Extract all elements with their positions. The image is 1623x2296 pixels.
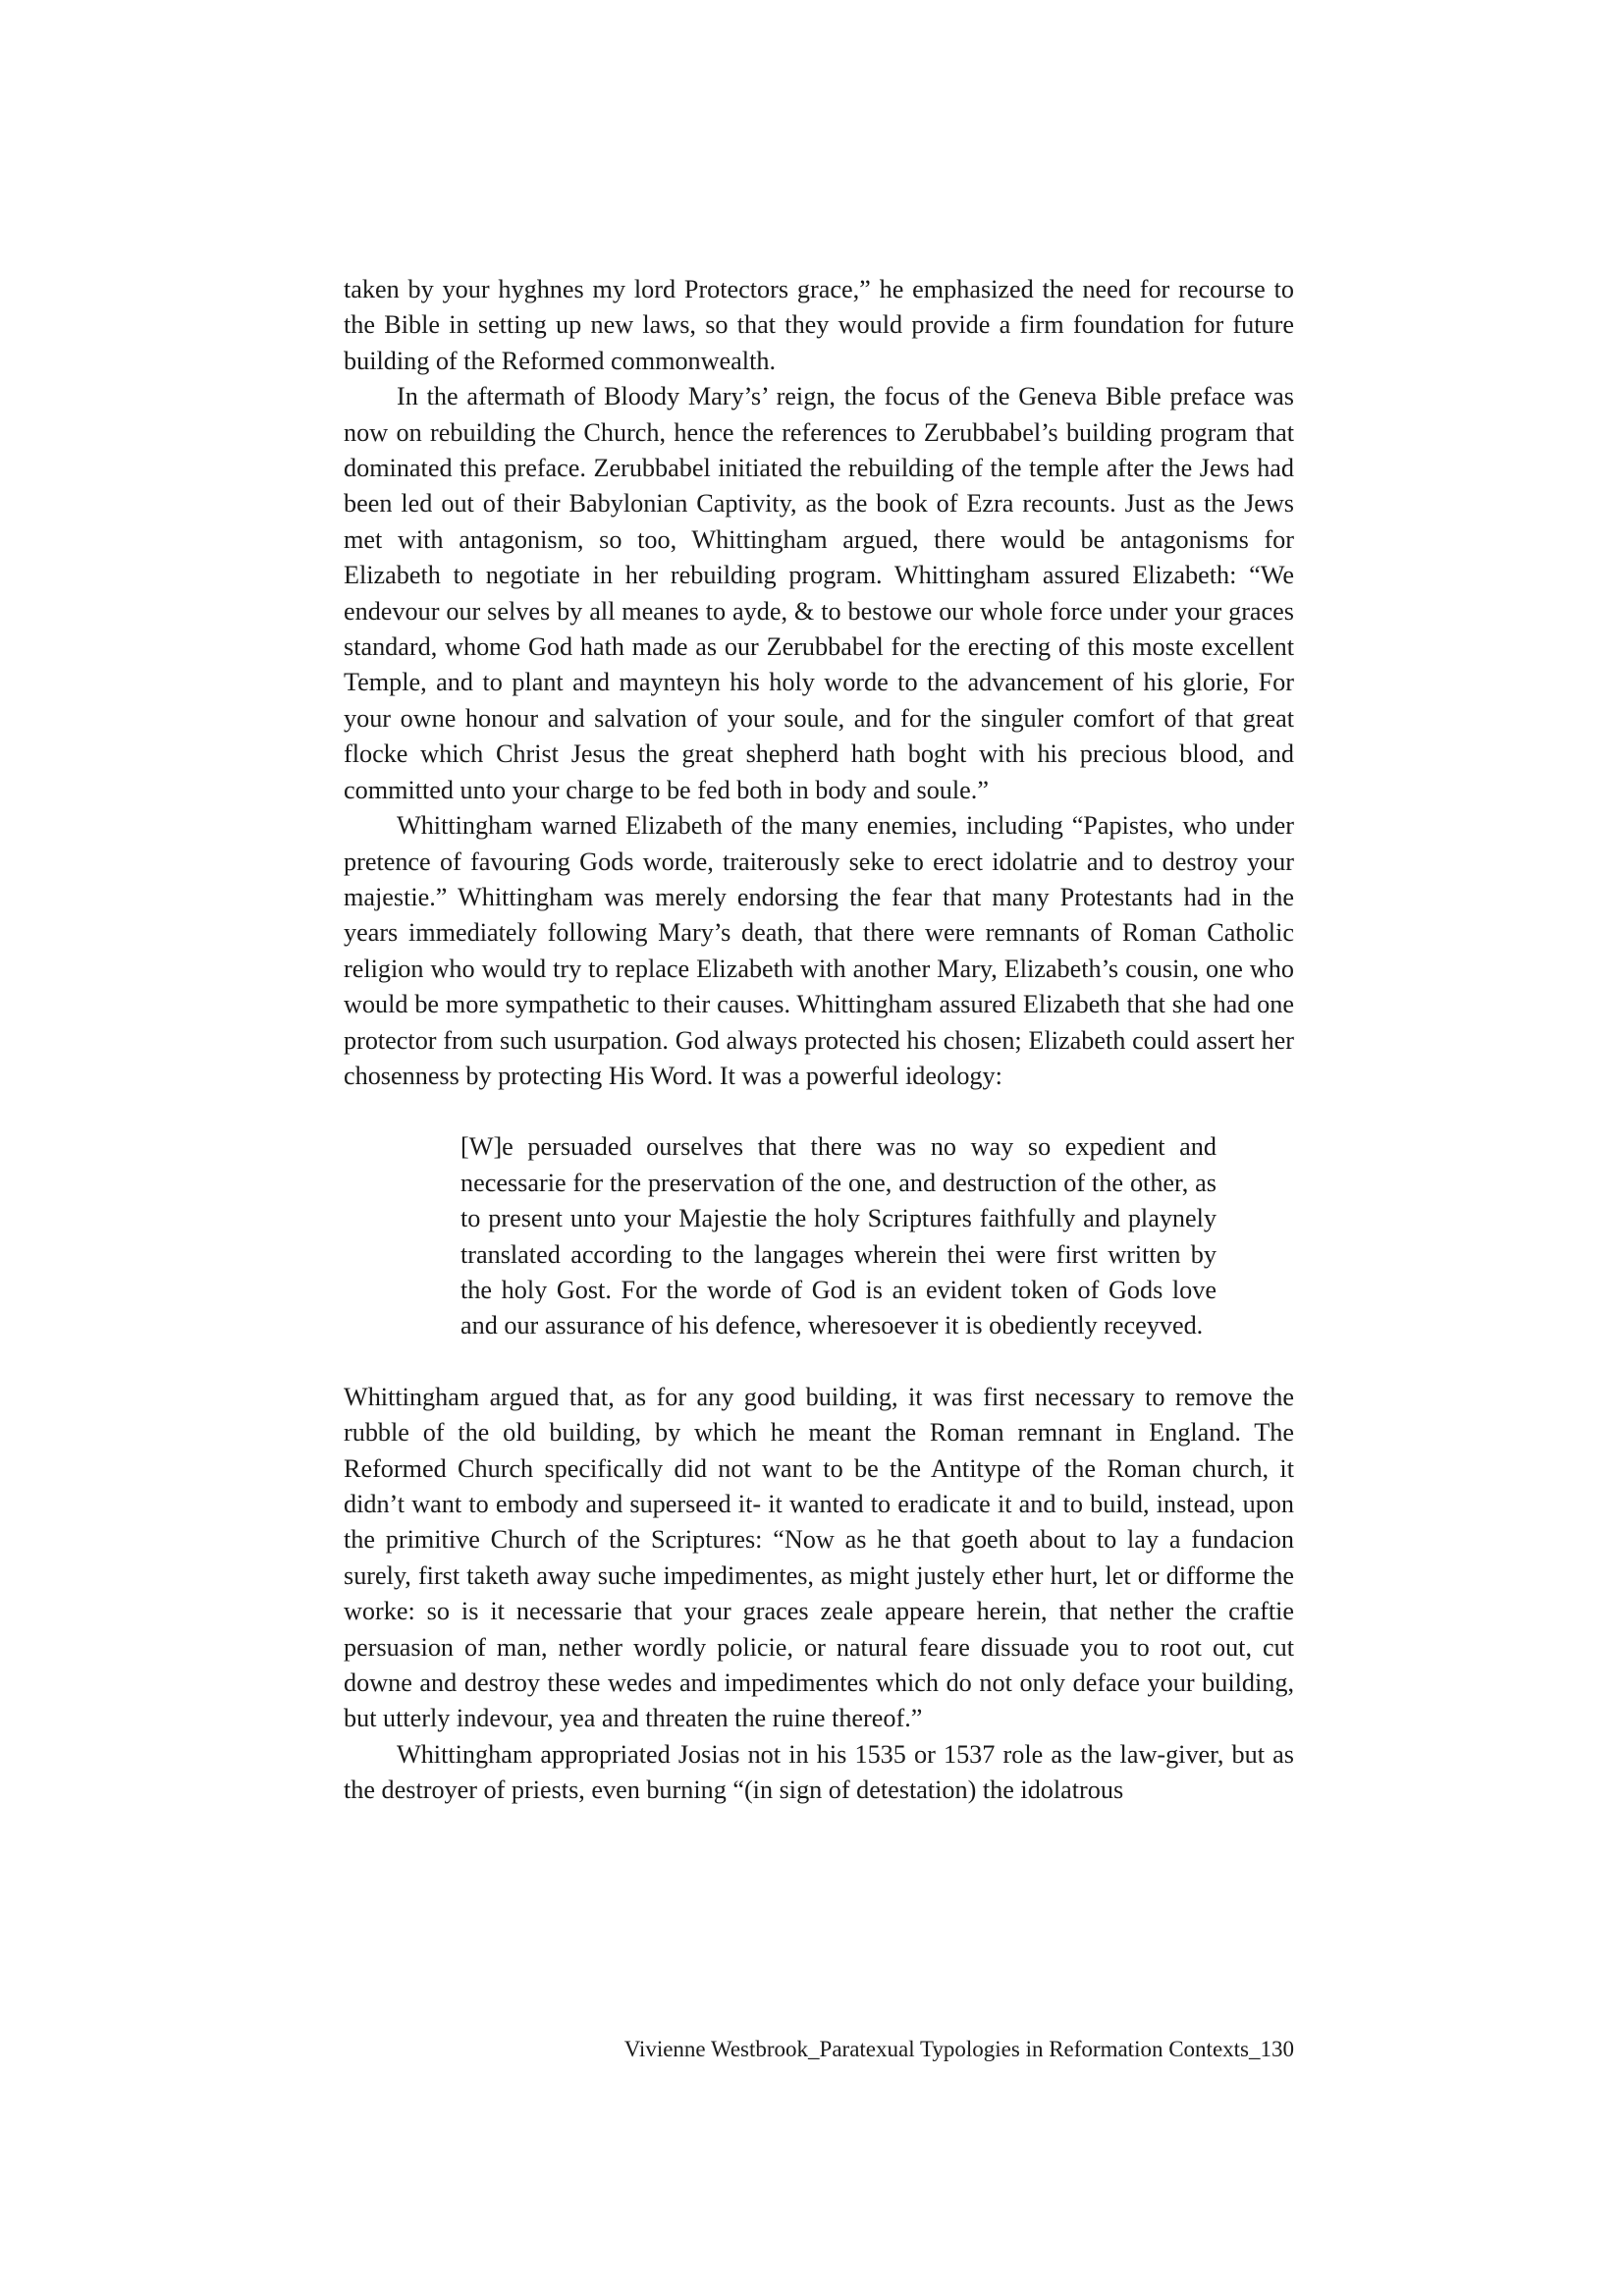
page-footer: Vivienne Westbrook_Paratexual Typologies in Reformation Contexts_130 [623, 2037, 1294, 2061]
paragraph-rubble: Whittingham argued that, as for any good building, it was first necessary to remove the rubble of the old building, by which he meant the Roman remnant in England. The Reformed Church specifically did not want to be the Antitype of the Roman church, it didn’t want to embody and superseed it- it wanted to eradicate it and to build, instead, upon the primitive Church of the Scriptures: “Now as he that goeth about to lay a fundacion surely, first taketh away suche impedimentes, as might justely ether hurt, let or difforme the worke: so is it necessarie that your graces zeale appeare herein, that nether the craftie persuasion of man, nether wordly policie, or natural feare dissuade you to root out, cut downe and destroy these wedes and impedimentes which do not only deface your building, but utterly indevour, yea and threaten the ruine thereof.” [344, 1382, 1294, 1733]
block-quotation: [W]e persuaded ourselves that there was no way so expedient and necessarie for the preservation of the one, and destruction of the other, as to present unto your Majestie the holy Scriptures faithfully and playnely translated according to the langages wherein thei were first written by the holy Gost. For the worde of God is an evident token of Gods love and our assurance of his defence, wheresoever it is obediently receyved. [460, 1132, 1217, 1340]
paragraph-zerubbabel: In the aftermath of Bloody Mary’s’ reign, the focus of the Geneva Bible preface was now on rebuilding the Church, hence the references to Zerubbabel’s building program that dominated this preface. Zerubbabel initiated the rebuilding of the temple after the Jews had been led out of their Babylonian Captivity, as the book of Ezra recounts. Just as the Jews met with antagonism, so too, Whittingham argued, there would be antagonisms for Elizabeth to negotiate in her rebuilding program. Whittingham assured Elizabeth: “We endevour our selves by all meanes to ayde, & to bestowe our whole force under your graces standard, whome God hath made as our Zerubbabel for the erecting of this moste excellent Temple, and to plant and maynteyn his holy worde to the advancement of his glorie, For your owne honour and salvation of your soule, and for the singuler comfort of that great flocke which Christ Jesus the great shepherd hath boght with his precious blood, and committed unto your charge to be fed both in body and soule.” [344, 382, 1294, 804]
paragraph-josias: Whittingham appropriated Josias not in his 1535 or 1537 role as the law-giver, but as the destroyer of priests, even burning “(in sign of detestation) the idolatrous [344, 1739, 1294, 1805]
body-text [344, 272, 1294, 1809]
paragraph-enemies: Whittingham warned Elizabeth of the many enemies, including “Papistes, who under pretence of favouring Gods worde, traiterously seke to erect idolatrie and to destroy your majestie.” Whittingham was merely endorsing the fear that many Protestants had in the years immediately following Mary’s death, that there were remnants of Roman Catholic religion who would try to replace Elizabeth with another Mary, Elizabeth’s cousin, one who would be more sympathetic to their causes. Whittingham assured Elizabeth that she had one protector from such usurpation. God always protected his chosen; Elizabeth could assert her chosenness by protecting His Word. It was a powerful ideology: [344, 811, 1294, 1090]
paragraph-continuation: taken by your hyghnes my lord Protectors grace,” he emphasized the need for recourse to the Bible in setting up new laws, so that they would provide a firm foundation for future building of the Reformed commonwealth. [344, 275, 1294, 375]
